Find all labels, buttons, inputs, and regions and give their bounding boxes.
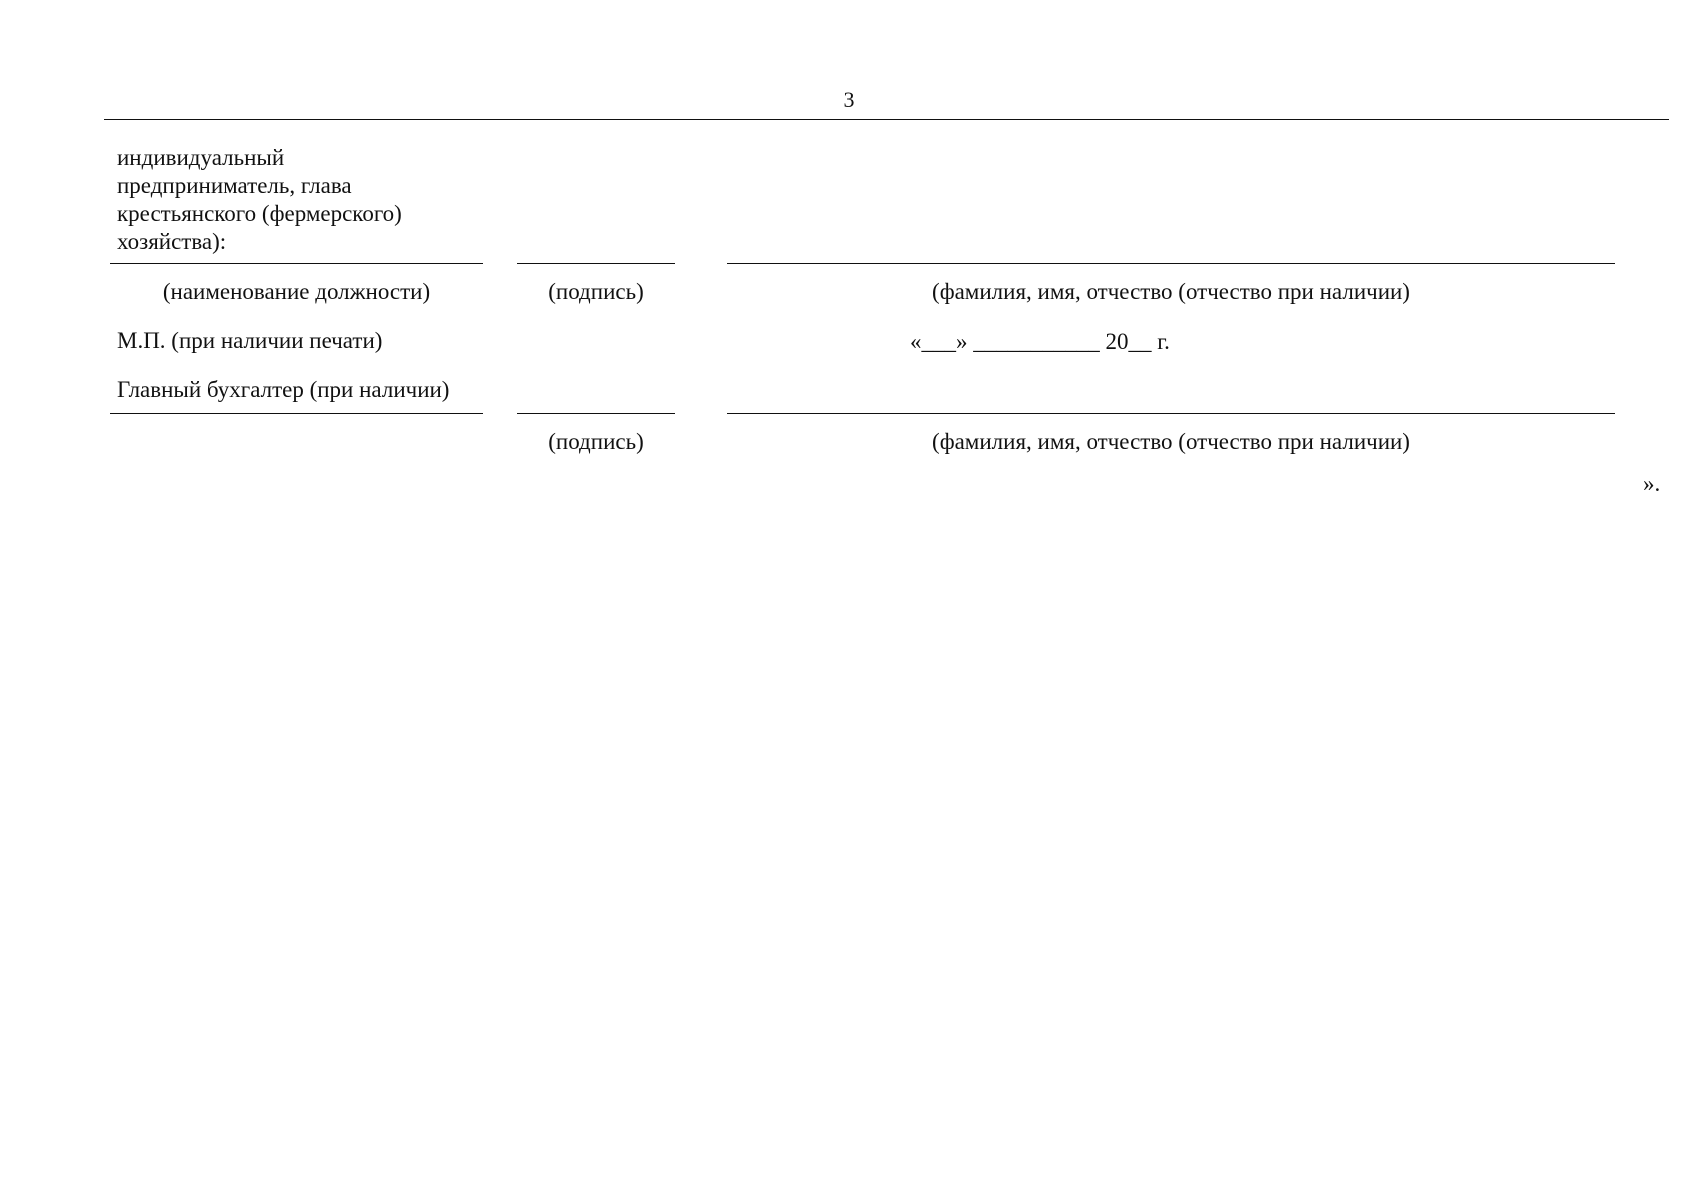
stamp-label: М.П. (при наличии печати) xyxy=(117,328,383,353)
signature-line xyxy=(517,263,675,264)
position-signature-line xyxy=(110,263,483,264)
signatory-role-line: индивидуальный xyxy=(117,145,285,170)
date-placeholder: «___» ___________ 20__ г. xyxy=(910,329,1170,354)
chief-accountant-signature-line xyxy=(517,413,675,414)
signatory-role-line: крестьянского (фермерского) xyxy=(117,201,402,226)
chief-accountant-label: Главный бухгалтер (при наличии) xyxy=(117,377,450,402)
signature-caption: (подпись) xyxy=(548,279,644,304)
chief-accountant-name-line xyxy=(727,413,1615,414)
header-rule xyxy=(104,119,1669,120)
full-name-caption: (фамилия, имя, отчество (отчество при наличии) xyxy=(932,279,1410,304)
page-number: 3 xyxy=(843,87,855,112)
chief-accountant-position-line xyxy=(110,413,483,414)
signatory-role-line: хозяйства): xyxy=(117,229,227,254)
signatory-role xyxy=(117,144,402,256)
chief-accountant-signature-caption: (подпись) xyxy=(548,429,644,454)
chief-accountant-name-caption: (фамилия, имя, отчество (отчество при наличии) xyxy=(932,429,1410,454)
full-name-line xyxy=(727,263,1615,264)
signatory-role-line: предприниматель, глава xyxy=(117,173,352,198)
closing-quote: ». xyxy=(1643,471,1661,496)
position-caption: (наименование должности) xyxy=(162,279,431,304)
